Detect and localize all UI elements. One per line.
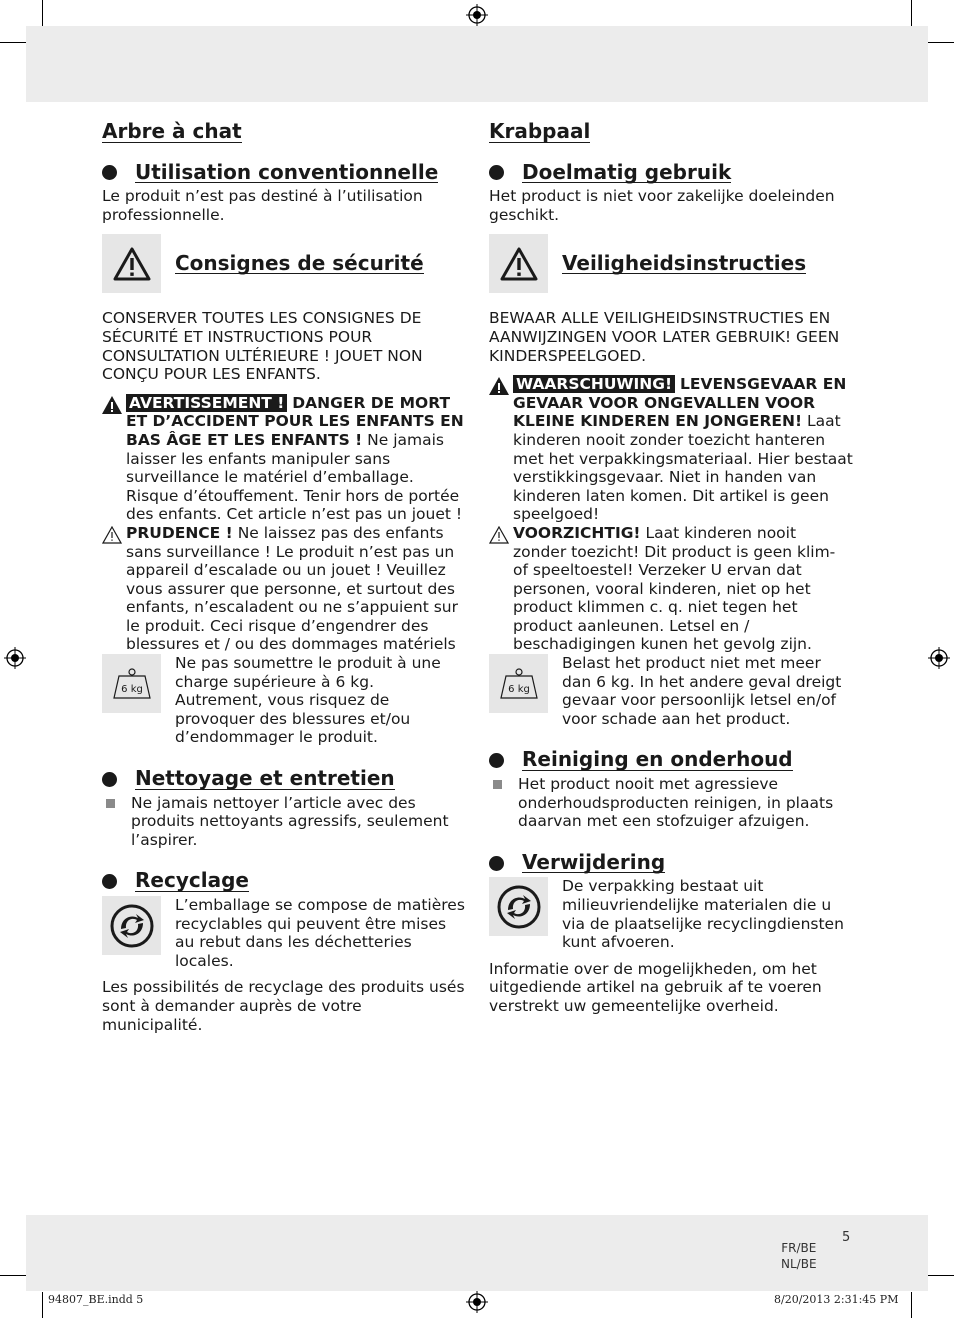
warning-bold-text: DANGER DE MORT ET D’ACCIDENT POUR LES ENFANTS EN BAS ÂGE ET LES ENFANTS !: [126, 393, 464, 449]
country-codes: [781, 1240, 817, 1272]
registration-mark-icon: [4, 647, 26, 669]
section-heading: [102, 159, 466, 184]
recycling-text: Informatie over de mogelijkheden, om het uitgediende artikel na gebruik af te voeren verstrekt uw gemeentelijke overheid.: [489, 959, 822, 1015]
warning-triangle-icon: [112, 246, 152, 282]
warning-box: [489, 234, 548, 293]
caution-triangle-icon: [102, 526, 122, 544]
section-heading: [489, 159, 853, 184]
crop-mark: [42, 1292, 43, 1318]
safety-heading-row: [489, 234, 853, 293]
crop-mark: [911, 0, 912, 26]
recycling-icon-text: L’emballage se compose de matières recyclables qui peuvent être mises au rebut dans les déchetteries locales.: [175, 896, 465, 970]
square-bullet-icon: [106, 799, 115, 808]
caution-bold-text: VOORZICHTIG!: [513, 523, 641, 542]
green-dot-recycle-icon: [496, 884, 542, 930]
recycling-block: [489, 877, 853, 951]
recycle-box: [102, 896, 161, 955]
bullet-icon: [102, 165, 117, 180]
caution-block: [102, 524, 466, 654]
crop-mark: [911, 1292, 912, 1318]
crop-mark: [928, 1275, 954, 1276]
page-number: 5: [842, 1230, 851, 1245]
bullet-icon: [102, 772, 117, 787]
use-heading: Doelmatig gebruik: [522, 159, 732, 184]
safety-heading: Veiligheidsinstructies: [562, 250, 807, 275]
section-heading: [102, 868, 466, 893]
bullet-icon: [489, 753, 504, 768]
caution-block: [489, 524, 853, 654]
use-heading: Utilisation conventionnelle: [135, 159, 439, 184]
date-slug: 8/20/2013 2:31:45 PM: [774, 1293, 899, 1306]
recycling-heading: Recyclage: [135, 868, 249, 893]
bullet-icon: [102, 874, 117, 889]
cleaning-heading: Reiniging en onderhoud: [522, 747, 793, 772]
weight-icon: [497, 666, 541, 702]
use-text: Le produit n’est pas destiné à l’utilisation professionnelle.: [102, 187, 423, 224]
french-column: [102, 119, 466, 1034]
weight-label: 6 kg: [120, 683, 143, 695]
caution-text: Laat kinderen nooit zonder toezicht! Dit product is geen klim- of speeltoestel! Verzeker U ervan dat personen, vooral kinderen, niet op het product klimmen c. q. niet tegen het product aanleunen. Letsel en / beschadigingen kunen het gevolg zijn.: [513, 523, 836, 654]
weight-text: Ne pas soumettre le produit à une charge supérieure à 6 kg. Autrement, vous risquez de provoquer des blessures et/ou d’endommager le produit.: [175, 654, 441, 747]
recycle-box: [489, 877, 548, 936]
weight-box: [489, 654, 548, 713]
square-bullet-icon: [493, 780, 502, 789]
list-item: [489, 775, 853, 831]
recycling-text: Les possibilités de recyclage des produits usés sont à demander auprès de votre municipalité.: [102, 978, 465, 1034]
green-dot-recycle-icon: [109, 903, 155, 949]
weight-icon: [110, 666, 154, 702]
country-code-fr: FR/BE: [781, 1241, 817, 1255]
caution-triangle-icon: [489, 526, 509, 544]
page-title: Arbre à chat: [102, 119, 242, 143]
weight-box: [102, 654, 161, 713]
bullet-icon: [489, 856, 504, 871]
caution-bold-text: PRUDENCE !: [126, 523, 233, 542]
weight-limit-block: [489, 654, 853, 728]
crop-mark: [0, 1275, 26, 1276]
weight-label: 6 kg: [507, 683, 530, 695]
safety-heading-row: [102, 234, 466, 293]
file-slug: 94807_BE.indd 5: [48, 1293, 144, 1306]
registration-mark-icon: [466, 4, 488, 26]
recycling-block: [102, 896, 466, 970]
recycling-icon-text: De verpakking bestaat uit milieuvriendelijke materialen die u via de plaatselijke recyclingdiensten kunt afvoeren.: [562, 877, 844, 952]
crop-mark: [0, 42, 26, 43]
country-code-nl: NL/BE: [781, 1257, 817, 1271]
warning-triangle-icon: [489, 377, 509, 395]
cleaning-heading: Nettoyage et entretien: [135, 766, 395, 791]
weight-text: Belast het product niet met meer dan 6 kg. In het andere geval dreigt gevaar voor persoonlijk letsel en/of voor schade aan het product.: [562, 654, 842, 728]
header-band: [26, 26, 928, 102]
list-item: [102, 794, 466, 850]
crop-mark: [42, 0, 43, 26]
use-text: Het product is niet voor zakelijke doeleinden geschikt.: [489, 187, 835, 224]
warning-badge: AVERTISSEMENT !: [126, 394, 287, 412]
caution-text: Ne laissez pas des enfants sans surveillance ! Le produit n’est pas un appareil d’escalade ou un jouet ! Veuillez vous assurer que personne, et surtout des enfants, n’escaladent ou ne s’appuient sur le produit. Ceci risque d’engendrer des blessures et / ou des dommages matériels: [126, 523, 459, 654]
registration-mark-icon: [466, 1291, 488, 1313]
warning-text: Laat kinderen nooit zonder toezicht hanteren met het verpakkingsmateriaal. Hier bestaat verstikkingsgevaar. Niet in handen van kinderen laten komen. Dit artikel is geen speelgoed!: [513, 412, 853, 524]
crop-mark: [928, 42, 954, 43]
safety-caps-text: CONSERVER TOUTES LES CONSIGNES DE SÉCURITÉ ET INSTRUCTIONS POUR CONSULTATION ULTÉRIEURE ! JOUET NON CONÇU POUR LES ENFANTS.: [102, 309, 423, 384]
warning-block: [489, 375, 853, 524]
cleaning-text: Ne jamais nettoyer l’article avec des produits nettoyants agressifs, seulement l’aspirer.: [131, 793, 449, 849]
warning-badge: WAARSCHUWING!: [513, 375, 675, 393]
section-heading: [489, 747, 853, 772]
warning-bold-text: LEVENSGEVAAR EN GEVAAR VOOR ONGEVALLEN VOOR KLEINE KINDEREN EN JONGEREN!: [513, 375, 847, 431]
bullet-icon: [489, 165, 504, 180]
warning-box: [102, 234, 161, 293]
page-title: Krabpaal: [489, 119, 591, 143]
warning-triangle-icon: [499, 246, 539, 282]
weight-limit-block: [102, 654, 466, 747]
registration-mark-icon: [928, 647, 950, 669]
dutch-column: [489, 119, 853, 1016]
safety-caps-text: BEWAAR ALLE VEILIGHEIDSINSTRUCTIES EN AANWIJZINGEN VOOR LATER GEBRUIK! GEEN KINDERSPEELGOED.: [489, 309, 840, 365]
warning-triangle-icon: [102, 396, 122, 414]
section-heading: [102, 766, 466, 791]
warning-block: [102, 394, 466, 524]
section-heading: [489, 849, 853, 874]
safety-heading: Consignes de sécurité: [175, 250, 424, 275]
warning-text: Ne jamais laisser les enfants manipuler sans surveillance le matériel d’emballage. Risque d’étouffement. Tenir hors de portée des enfants. Cet article n’est pas un jouet !: [126, 430, 463, 524]
cleaning-text: Het product nooit met agressieve onderhoudsproducten reinigen, in plaats daarvan met een stofzuiger afzuigen.: [518, 775, 834, 831]
recycling-heading: Verwijdering: [522, 849, 666, 874]
